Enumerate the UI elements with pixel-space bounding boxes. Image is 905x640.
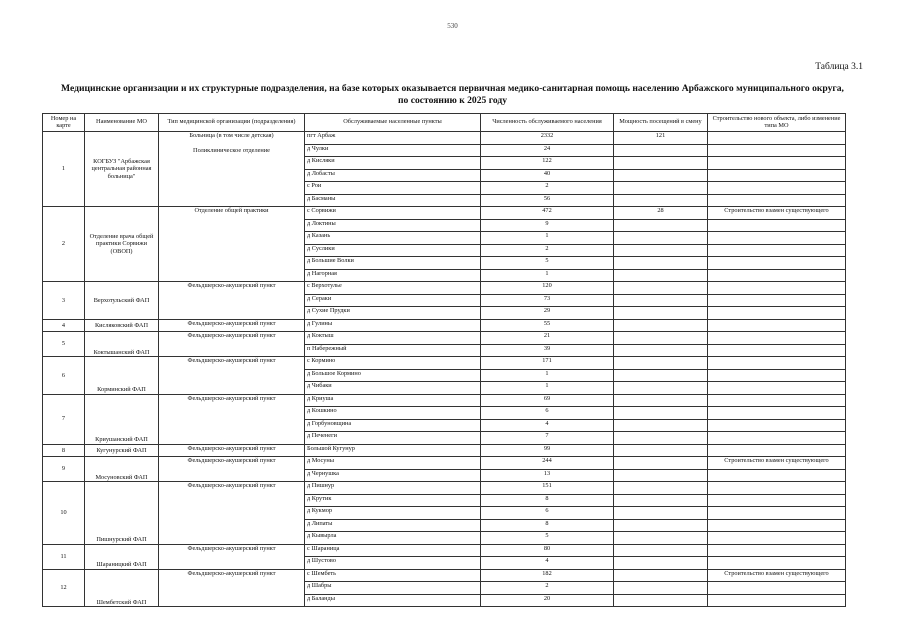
cell-capacity: [614, 432, 708, 445]
header-num: Номер на карте: [43, 114, 85, 132]
table-row: [43, 319, 846, 332]
cell-mo-name: Кисляковский ФАП: [85, 319, 159, 332]
header-type: Тип медицинской организации (подразделения): [159, 114, 305, 132]
cell-capacity: [614, 157, 708, 170]
cell-mo-type: Фельдшерско-акушерский пункт: [159, 482, 305, 545]
cell-num: 6: [43, 357, 85, 395]
cell-construction: [708, 469, 846, 482]
cell-capacity: [614, 319, 708, 332]
cell-construction: [708, 332, 846, 345]
cell-construction: [708, 357, 846, 370]
table-row: [43, 394, 846, 407]
cell-population: 8: [481, 494, 614, 507]
table-header-row: [43, 114, 846, 132]
cell-mo-type: Фельдшерско-акушерский пункт: [159, 444, 305, 457]
cell-capacity: [614, 519, 708, 532]
cell-population: 182: [481, 569, 614, 582]
cell-settlement: д Суслики: [305, 244, 481, 257]
cell-population: 21: [481, 332, 614, 345]
cell-construction: [708, 169, 846, 182]
cell-mo-type: Фельдшерско-акушерский пункт: [159, 544, 305, 569]
cell-num: 8: [43, 444, 85, 457]
cell-settlement: с Кормино: [305, 357, 481, 370]
cell-population: 80: [481, 544, 614, 557]
cell-capacity: [614, 244, 708, 257]
header-construction: Строительство нового объекта, либо изменение типа МО: [708, 114, 846, 132]
cell-capacity: [614, 294, 708, 307]
cell-capacity: [614, 219, 708, 232]
cell-capacity: [614, 532, 708, 545]
cell-capacity: [614, 444, 708, 457]
cell-mo-name: Мосуновский ФАП: [85, 457, 159, 482]
cell-population: 13: [481, 469, 614, 482]
cell-construction: [708, 394, 846, 407]
cell-construction: [708, 157, 846, 170]
cell-population: 5: [481, 257, 614, 270]
cell-population: 7: [481, 432, 614, 445]
cell-settlement: д Горбуновщина: [305, 419, 481, 432]
cell-settlement: д Чулки: [305, 144, 481, 157]
cell-population: 29: [481, 307, 614, 320]
cell-settlement: с Шараница: [305, 544, 481, 557]
cell-settlement: д Кывырла: [305, 532, 481, 545]
cell-capacity: [614, 507, 708, 520]
cell-capacity: [614, 457, 708, 470]
cell-capacity: [614, 169, 708, 182]
cell-population: 40: [481, 169, 614, 182]
cell-mo-type: Фельдшерско-акушерский пункт: [159, 569, 305, 607]
cell-capacity: [614, 557, 708, 570]
cell-construction: [708, 294, 846, 307]
cell-settlement: д Большое Кормино: [305, 369, 481, 382]
table-row: [43, 569, 846, 582]
cell-mo-name: Корминский ФАП: [85, 357, 159, 395]
cell-num: 3: [43, 282, 85, 320]
cell-settlement: д Чернушка: [305, 469, 481, 482]
cell-num: 7: [43, 394, 85, 444]
cell-capacity: [614, 494, 708, 507]
cell-num: 2: [43, 207, 85, 282]
cell-population: 5: [481, 532, 614, 545]
cell-settlement: д Гулины: [305, 319, 481, 332]
table-row: [43, 444, 846, 457]
cell-construction: [708, 407, 846, 420]
cell-num: 9: [43, 457, 85, 482]
table-row: [43, 332, 846, 345]
cell-settlement: д Большие Волки: [305, 257, 481, 270]
cell-settlement: д Липаты: [305, 519, 481, 532]
cell-construction: [708, 544, 846, 557]
cell-population: 6: [481, 507, 614, 520]
cell-settlement: д Сераки: [305, 294, 481, 307]
cell-capacity: [614, 407, 708, 420]
cell-population: 6: [481, 407, 614, 420]
cell-construction: [708, 582, 846, 595]
cell-population: 20: [481, 594, 614, 607]
page-title: Медицинские организации и их структурные подразделения, на базе которых оказывается первичная медико-санитарная помощь населению Арбажского муниципального округа, по состоянию к 2025 году: [61, 83, 844, 106]
cell-population: 39: [481, 344, 614, 357]
cell-settlement: с Рои: [305, 182, 481, 195]
table-row: [43, 357, 846, 370]
cell-mo-name: Пишнурский ФАП: [85, 482, 159, 545]
cell-population: 151: [481, 482, 614, 495]
cell-settlement: д Локтины: [305, 219, 481, 232]
cell-mo-name: Криушанский ФАП: [85, 394, 159, 444]
cell-construction: [708, 269, 846, 282]
table-label: Таблица 3.1: [815, 62, 863, 72]
cell-population: 73: [481, 294, 614, 307]
table-body: [43, 132, 846, 607]
cell-population: 55: [481, 319, 614, 332]
cell-mo-type: Фельдшерско-акушерский пункт: [159, 332, 305, 357]
cell-mo-type: Больница (в том числе детская) Поликлиническое отделение: [159, 132, 305, 207]
cell-settlement: д Шабры: [305, 582, 481, 595]
cell-population: 24: [481, 144, 614, 157]
cell-settlement: д Шустово: [305, 557, 481, 570]
cell-settlement: с Шембеть: [305, 569, 481, 582]
cell-construction: [708, 444, 846, 457]
cell-settlement: д Кошкино: [305, 407, 481, 420]
cell-capacity: [614, 357, 708, 370]
header-settlements: Обслуживаемые населенные пункты: [305, 114, 481, 132]
cell-construction: [708, 432, 846, 445]
cell-settlement: д Казань: [305, 232, 481, 245]
cell-settlement: с Верхотулье: [305, 282, 481, 295]
cell-settlement: д Коктыш: [305, 332, 481, 345]
header-capacity: Мощность посещений в смену: [614, 114, 708, 132]
cell-construction: [708, 194, 846, 207]
cell-construction: [708, 369, 846, 382]
cell-population: 9: [481, 219, 614, 232]
cell-capacity: [614, 232, 708, 245]
cell-mo-type: Фельдшерско-акушерский пункт: [159, 457, 305, 482]
cell-population: 472: [481, 207, 614, 220]
cell-capacity: [614, 482, 708, 495]
cell-population: 4: [481, 419, 614, 432]
cell-population: 99: [481, 444, 614, 457]
cell-population: 2: [481, 582, 614, 595]
cell-population: 2: [481, 182, 614, 195]
table-row: [43, 207, 846, 220]
cell-settlement: д Криуша: [305, 394, 481, 407]
cell-population: 56: [481, 194, 614, 207]
cell-settlement: с Сорвижи: [305, 207, 481, 220]
cell-construction: [708, 557, 846, 570]
cell-capacity: [614, 569, 708, 582]
cell-population: 244: [481, 457, 614, 470]
cell-mo-name: Коктышанский ФАП: [85, 332, 159, 357]
cell-construction: [708, 344, 846, 357]
cell-settlement: д Пишнур: [305, 482, 481, 495]
cell-construction: Строительство взамен существующего: [708, 569, 846, 582]
cell-mo-name: Кугунурский ФАП: [85, 444, 159, 457]
cell-capacity: [614, 282, 708, 295]
cell-construction: [708, 507, 846, 520]
cell-capacity: 121: [614, 132, 708, 145]
cell-population: 8: [481, 519, 614, 532]
cell-num: 11: [43, 544, 85, 569]
page-number: 530: [447, 22, 458, 30]
cell-capacity: [614, 594, 708, 607]
cell-population: 1: [481, 232, 614, 245]
cell-population: 69: [481, 394, 614, 407]
cell-settlement: д Лобасты: [305, 169, 481, 182]
cell-mo-type: Фельдшерско-акушерский пункт: [159, 319, 305, 332]
cell-construction: Строительство взамен существующего: [708, 457, 846, 470]
cell-num: 4: [43, 319, 85, 332]
header-population: Численность обслуживаемого населения: [481, 114, 614, 132]
cell-settlement: д Сухие Прудки: [305, 307, 481, 320]
cell-settlement: д Басманы: [305, 194, 481, 207]
cell-capacity: [614, 344, 708, 357]
cell-construction: [708, 244, 846, 257]
cell-population: 1: [481, 369, 614, 382]
cell-mo-type: Фельдшерско-акушерский пункт: [159, 282, 305, 320]
cell-capacity: [614, 419, 708, 432]
cell-settlement: п Набережный: [305, 344, 481, 357]
cell-construction: [708, 144, 846, 157]
cell-capacity: 28: [614, 207, 708, 220]
cell-construction: [708, 182, 846, 195]
cell-population: 120: [481, 282, 614, 295]
cell-population: 1: [481, 382, 614, 395]
cell-capacity: [614, 182, 708, 195]
cell-construction: [708, 519, 846, 532]
cell-construction: [708, 219, 846, 232]
cell-construction: [708, 307, 846, 320]
cell-num: 12: [43, 569, 85, 607]
cell-capacity: [614, 469, 708, 482]
cell-construction: [708, 419, 846, 432]
cell-capacity: [614, 144, 708, 157]
cell-capacity: [614, 194, 708, 207]
cell-capacity: [614, 307, 708, 320]
cell-mo-type: Фельдшерско-акушерский пункт: [159, 394, 305, 444]
medical-organizations-table: [42, 113, 846, 607]
cell-num: 1: [43, 132, 85, 207]
cell-settlement: д Баланды: [305, 594, 481, 607]
cell-construction: [708, 494, 846, 507]
cell-settlement: д Нагорная: [305, 269, 481, 282]
cell-population: 122: [481, 157, 614, 170]
header-name: Наименование МО: [85, 114, 159, 132]
cell-settlement: Большой Кугунур: [305, 444, 481, 457]
cell-mo-name: Шембетский ФАП: [85, 569, 159, 607]
cell-settlement: д Мосуны: [305, 457, 481, 470]
cell-capacity: [614, 544, 708, 557]
cell-mo-name: Шараницкий ФАП: [85, 544, 159, 569]
cell-construction: [708, 232, 846, 245]
cell-settlement: пгт Арбаж: [305, 132, 481, 145]
cell-construction: Строительство взамен существующего: [708, 207, 846, 220]
cell-mo-name: Отделение врача общей практики Сорвижи (ОВОП): [85, 207, 159, 282]
cell-population: 2: [481, 244, 614, 257]
cell-population: 4: [481, 557, 614, 570]
cell-construction: [708, 532, 846, 545]
cell-num: 5: [43, 332, 85, 357]
cell-capacity: [614, 257, 708, 270]
cell-capacity: [614, 332, 708, 345]
cell-construction: [708, 257, 846, 270]
cell-settlement: д Печенеги: [305, 432, 481, 445]
cell-mo-name: КОГБУЗ "Арбажская центральная районная больница": [85, 132, 159, 207]
cell-construction: [708, 482, 846, 495]
cell-settlement: д Чибаки: [305, 382, 481, 395]
cell-capacity: [614, 269, 708, 282]
cell-population: 171: [481, 357, 614, 370]
table-row: [43, 457, 846, 470]
table-row: [43, 132, 846, 145]
cell-num: 10: [43, 482, 85, 545]
cell-capacity: [614, 382, 708, 395]
cell-mo-type: Фельдшерско-акушерский пункт: [159, 357, 305, 395]
cell-mo-name: Верхотульский ФАП: [85, 282, 159, 320]
table-row: [43, 282, 846, 295]
cell-construction: [708, 282, 846, 295]
cell-mo-type: Отделение общей практики: [159, 207, 305, 282]
cell-capacity: [614, 394, 708, 407]
cell-population: 1: [481, 269, 614, 282]
cell-capacity: [614, 369, 708, 382]
cell-settlement: д Крутик: [305, 494, 481, 507]
cell-population: 2332: [481, 132, 614, 145]
cell-construction: [708, 132, 846, 145]
table-row: [43, 482, 846, 495]
cell-settlement: д Кукмор: [305, 507, 481, 520]
cell-settlement: д Кисляки: [305, 157, 481, 170]
table-row: [43, 544, 846, 557]
cell-construction: [708, 319, 846, 332]
cell-construction: [708, 382, 846, 395]
cell-capacity: [614, 582, 708, 595]
cell-construction: [708, 594, 846, 607]
